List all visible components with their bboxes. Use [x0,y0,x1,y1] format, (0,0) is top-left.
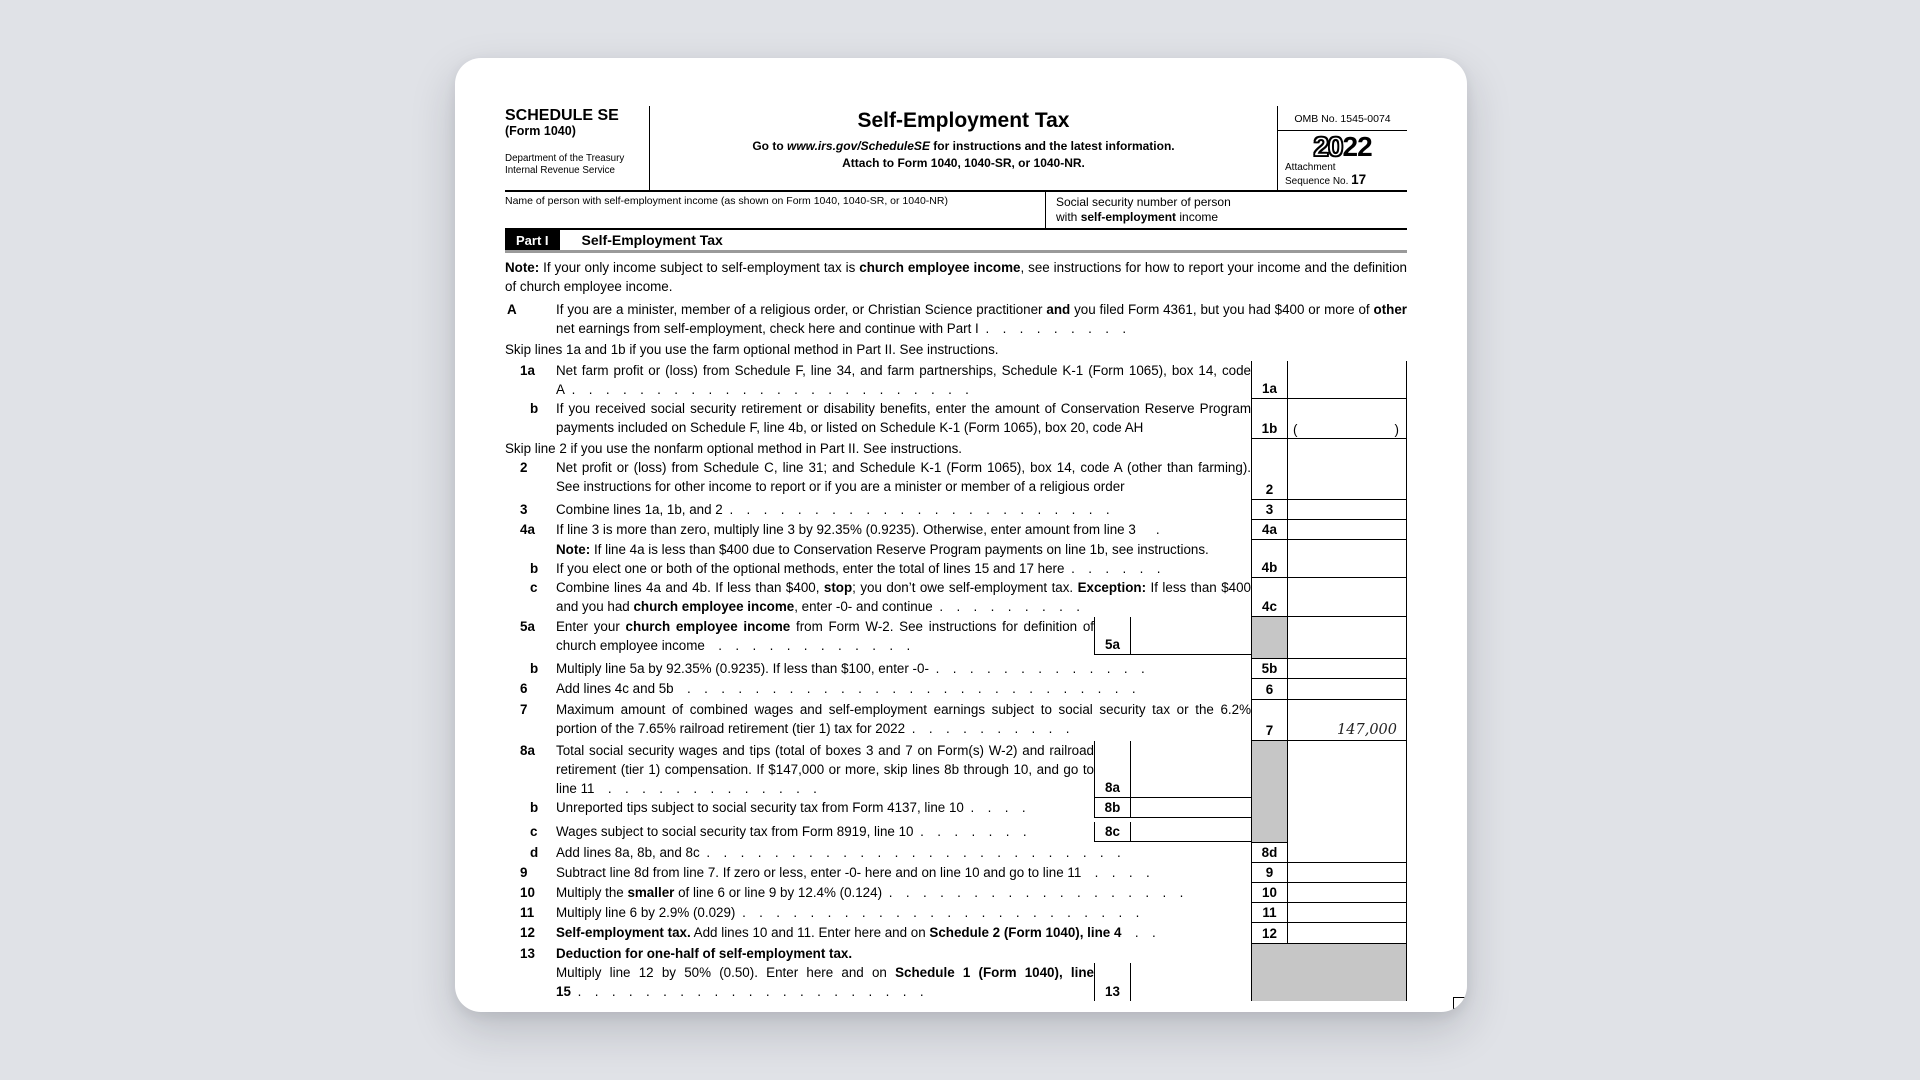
part1-title: Self-Employment Tax [581,232,723,248]
shaded-cell-8b [1251,798,1288,822]
inner-amount-cell-13[interactable] [1131,963,1251,1001]
line-number-8d: d [530,845,539,860]
shaded-cell-13 [1251,944,1407,1001]
agency-names: Department of the Treasury Internal Revenue Service [505,153,625,176]
form-header [505,106,1407,190]
schedule-name: SCHEDULE SE [505,107,619,124]
row-8b-text: Unreported tips subject to social security tax from Form 4137, line 10 . . . . [556,800,1026,815]
row-8c [505,822,1407,843]
inner-line-box-13: 13 [1094,963,1131,1001]
part1-note: Note: If your only income subject to self-employment tax is church employee income, see instructions for how to report your income and the definition of church employee income. [505,260,1407,294]
row-1b-text: If you received social security retirement or disability benefits, enter the amount of Conservation Reserve Program payments included on Schedule F, line 4b, or listed on Schedule K-1 (Form 1065), box 20, code AH [556,401,1251,435]
line-box-10: 10 [1251,883,1288,903]
row-5a-text: Enter your church employee income from Form W-2. See instructions for definition of church employee income . . . . . . . . . . . . [556,619,1094,653]
amount-cell-3[interactable] [1288,500,1407,520]
line-number-13: 13 [520,946,535,961]
row-4a [505,520,1407,540]
line-number-9: 9 [520,865,528,880]
row-11-text: Multiply line 6 by 2.9% (0.029) . . . . . . . . . . . . . . . . . . . . . . . . [556,905,1140,920]
ssn-field[interactable]: Social security number of person with self-employment income [1045,192,1407,228]
amount-cell-4b[interactable] [1288,540,1407,578]
line-number-8b: b [530,800,539,815]
row-8d [505,843,1407,863]
amount-cell-7[interactable] [1288,700,1407,741]
inner-amount-cell-8b[interactable] [1131,798,1251,818]
row-2-text: Net profit or (loss) from Schedule C, line 31; and Schedule K-1 (Form 1065), box 14, code A (other than farming). See instructions for other income to report or if you are a minister or member of a religious order [556,460,1251,494]
line-letter-a: A [507,302,517,317]
line-number-5b: b [530,661,539,676]
row-13-text: Multiply line 12 by 50% (0.50). Enter here and on Schedule 1 (Form 1040), line 15 . . . . . . . . . . . . . . . . . . . . . [556,965,1094,999]
form-id-block [505,106,650,190]
line-box-8d: 8d [1251,843,1288,863]
amount-cell-4a[interactable] [1288,520,1407,540]
goto-instructions: Go to www.irs.gov/ScheduleSE for instructions and the latest information. [752,139,1175,153]
line-box-4a: 4a [1251,520,1288,540]
part1-label: Part I [505,230,560,250]
line-number-10: 10 [520,885,535,900]
row-7 [505,700,1407,741]
amount-cell-8b [1288,798,1407,822]
line-number-11: 11 [520,905,535,920]
amount-cell-5b[interactable] [1288,659,1407,679]
amount-cell-8d[interactable] [1288,843,1407,863]
row-5a [505,617,1407,659]
taxpayer-row [505,190,1407,228]
row-5b-text: Multiply line 5a by 92.35% (0.9235). If less than $100, enter -0- . . . . . . . . . . . . . [556,661,1145,676]
amount-value-7: 147,000 [1337,722,1397,738]
line-box-6: 6 [1251,679,1288,700]
amount-cell-8a [1288,741,1407,798]
amount-cell-11[interactable] [1288,903,1407,923]
row-1a-text: Net farm profit or (loss) from Schedule F, line 34, and farm partnerships, Schedule K-1 (Form 1065), box 14, code A . . . . . . . . . . . . . . . . . . . . . . . . [556,363,1251,397]
row-8a-text: Total social security wages and tips (total of boxes 3 and 7 on Form(s) W-2) and railroad retirement (tier 1) compensation. If $147,000 or more, skip lines 8b through 10, and go to line 11 . . . . . . . . . . . . . [556,743,1094,796]
line-number-12: 12 [520,925,535,940]
inner-line-box-8a: 8a [1094,741,1131,798]
row-13 [505,944,1407,1001]
row-4a-text: If line 3 is more than zero, multiply line 3 by 92.35% (0.9235). Otherwise, enter amount from line 3 . [556,522,1160,537]
row-3-text: Combine lines 1a, 1b, and 2 . . . . . . . . . . . . . . . . . . . . . . . [556,502,1110,517]
line-number-2: 2 [520,460,528,475]
line-number-8a: 8a [520,743,535,758]
line-box-12: 12 [1251,923,1288,944]
amount-cell-8c [1288,822,1407,843]
amount-cell-6[interactable] [1288,679,1407,700]
amount-cell-4c[interactable] [1288,578,1407,617]
omb-number: OMB No. 1545-0074 [1278,106,1407,131]
inner-amount-cell-8c[interactable] [1131,822,1251,842]
form-title: Self-Employment Tax [857,109,1070,132]
row-5b [505,659,1407,679]
row-13-heading: Deduction for one-half of self-employment tax. [556,946,853,961]
schedule-se-form [455,58,1467,1012]
attachment-sequence: Attachment Sequence No. 17 [1285,162,1367,187]
line-number-7: 7 [520,702,528,717]
form-grid [505,361,1407,1001]
row-a: A If you are a minister, member of a religious order, or Christian Science practitioner and you filed Form 4361, but you had $400 or more of other net earnings from self-employment, check here and continue with Part I . . . . . . . . . [505,300,1407,338]
attach-instructions: Attach to Form 1040, 1040-SR, or 1040-NR. [842,156,1085,170]
line-number-5a: 5a [520,619,535,634]
shaded-cell-5a [1251,617,1288,659]
row-1b [505,399,1407,439]
inner-line-box-5a: 5a [1094,617,1131,655]
tax-year: 2022 [1313,131,1372,162]
inner-amount-cell-8a[interactable] [1131,741,1251,798]
line-box-5b: 5b [1251,659,1288,679]
amount-cell-2[interactable] [1288,439,1407,500]
line-box-7: 7 [1251,700,1288,741]
line-box-4c: 4c [1251,578,1288,617]
line-box-1b: 1b [1251,399,1288,439]
line-box-3: 3 [1251,500,1288,520]
row-8d-text: Add lines 8a, 8b, and 8c . . . . . . . . . . . . . . . . . . . . . . . . . [556,845,1121,860]
inner-amount-cell-5a[interactable] [1131,617,1251,655]
row-12 [505,923,1407,944]
paren-close: ) [1394,422,1399,437]
part1-header [505,228,1407,253]
line-number-6: 6 [520,681,528,696]
row-1a [505,361,1407,399]
row-2 [505,439,1407,500]
shaded-cell-8c [1251,822,1288,843]
row-6 [505,679,1407,700]
shaded-cell-8a [1251,741,1288,798]
row-12-text: Self-employment tax. Add lines 10 and 11. Enter here and on Schedule 2 (Form 1040), line 4 . . [556,925,1156,940]
amount-cell-12[interactable] [1288,923,1407,944]
skip-nonfarm-note: Skip line 2 if you use the nonfarm optional method in Part II. See instructions. [505,441,963,456]
line-number-8c: c [530,824,538,839]
line-number-3: 3 [520,502,528,517]
amount-cell-1a[interactable] [1288,361,1407,399]
name-field[interactable]: Name of person with self-employment income (as shown on Form 1040, 1040-SR, or 1040-NR) [505,195,948,207]
form-number: (Form 1040) [505,124,576,138]
row-6-text: Add lines 4c and 5b . . . . . . . . . . . . . . . . . . . . . . . . . . . [556,681,1136,696]
note-4a: Note: If line 4a is less than $400 due to Conservation Reserve Program payments on line 1b, see instructions. [556,542,1209,557]
line-box-1a: 1a [1251,361,1288,399]
amount-cell-1b[interactable] [1288,399,1407,439]
omb-year-block [1277,106,1407,190]
inner-line-box-8b: 8b [1094,798,1131,818]
line-box-9: 9 [1251,863,1288,883]
amount-cell-9[interactable] [1288,863,1407,883]
row-9-text: Subtract line 8d from line 7. If zero or less, enter -0- here and on line 10 and go to line 11 . . . . [556,865,1150,880]
row-10 [505,883,1407,903]
line-number-4c: c [530,580,538,595]
row-10-text: Multiply the smaller of line 6 or line 9 by 12.4% (0.124) . . . . . . . . . . . . . . . . . . [556,885,1184,900]
inner-line-box-8c: 8c [1094,822,1131,842]
line-box-11: 11 [1251,903,1288,923]
checkbox-line-a[interactable] [1453,997,1465,1009]
line-number-1b: b [530,401,539,416]
row-3 [505,500,1407,520]
line-number-4a: 4a [520,522,535,537]
line-number-1a: 1a [520,363,535,378]
skip-farm-note: Skip lines 1a and 1b if you use the farm optional method in Part II. See instructions. [505,342,999,357]
amount-cell-10[interactable] [1288,883,1407,903]
row-4c-text: Combine lines 4a and 4b. If less than $400, stop; you don’t owe self-employment tax. Exception: If less than $400 and you had church employee income, enter -0- and continue . . . . . . . . . [556,580,1251,614]
row-8b [505,798,1407,822]
row-7-text: Maximum amount of combined wages and self-employment earnings subject to social security tax or the 6.2% portion of the 7.65% railroad retirement (tier 1) tax for 2022 . . . . . . . . . . [556,702,1251,736]
row-8a [505,741,1407,798]
row-4c [505,578,1407,617]
amount-cell-5a[interactable] [1288,617,1407,659]
row-9 [505,863,1407,883]
row-4b-text: If you elect one or both of the optional methods, enter the total of lines 15 and 17 here . . . . . . [556,561,1161,576]
row-8c-text: Wages subject to social security tax from Form 8919, line 10 . . . . . . . [556,824,1027,839]
line-box-2: 2 [1251,439,1288,500]
form-title-block [650,106,1277,190]
paren-open: ( [1293,422,1298,437]
line-number-4b: b [530,561,539,576]
line-box-4b: 4b [1251,540,1288,578]
row-4b [505,540,1407,578]
row-11 [505,903,1407,923]
